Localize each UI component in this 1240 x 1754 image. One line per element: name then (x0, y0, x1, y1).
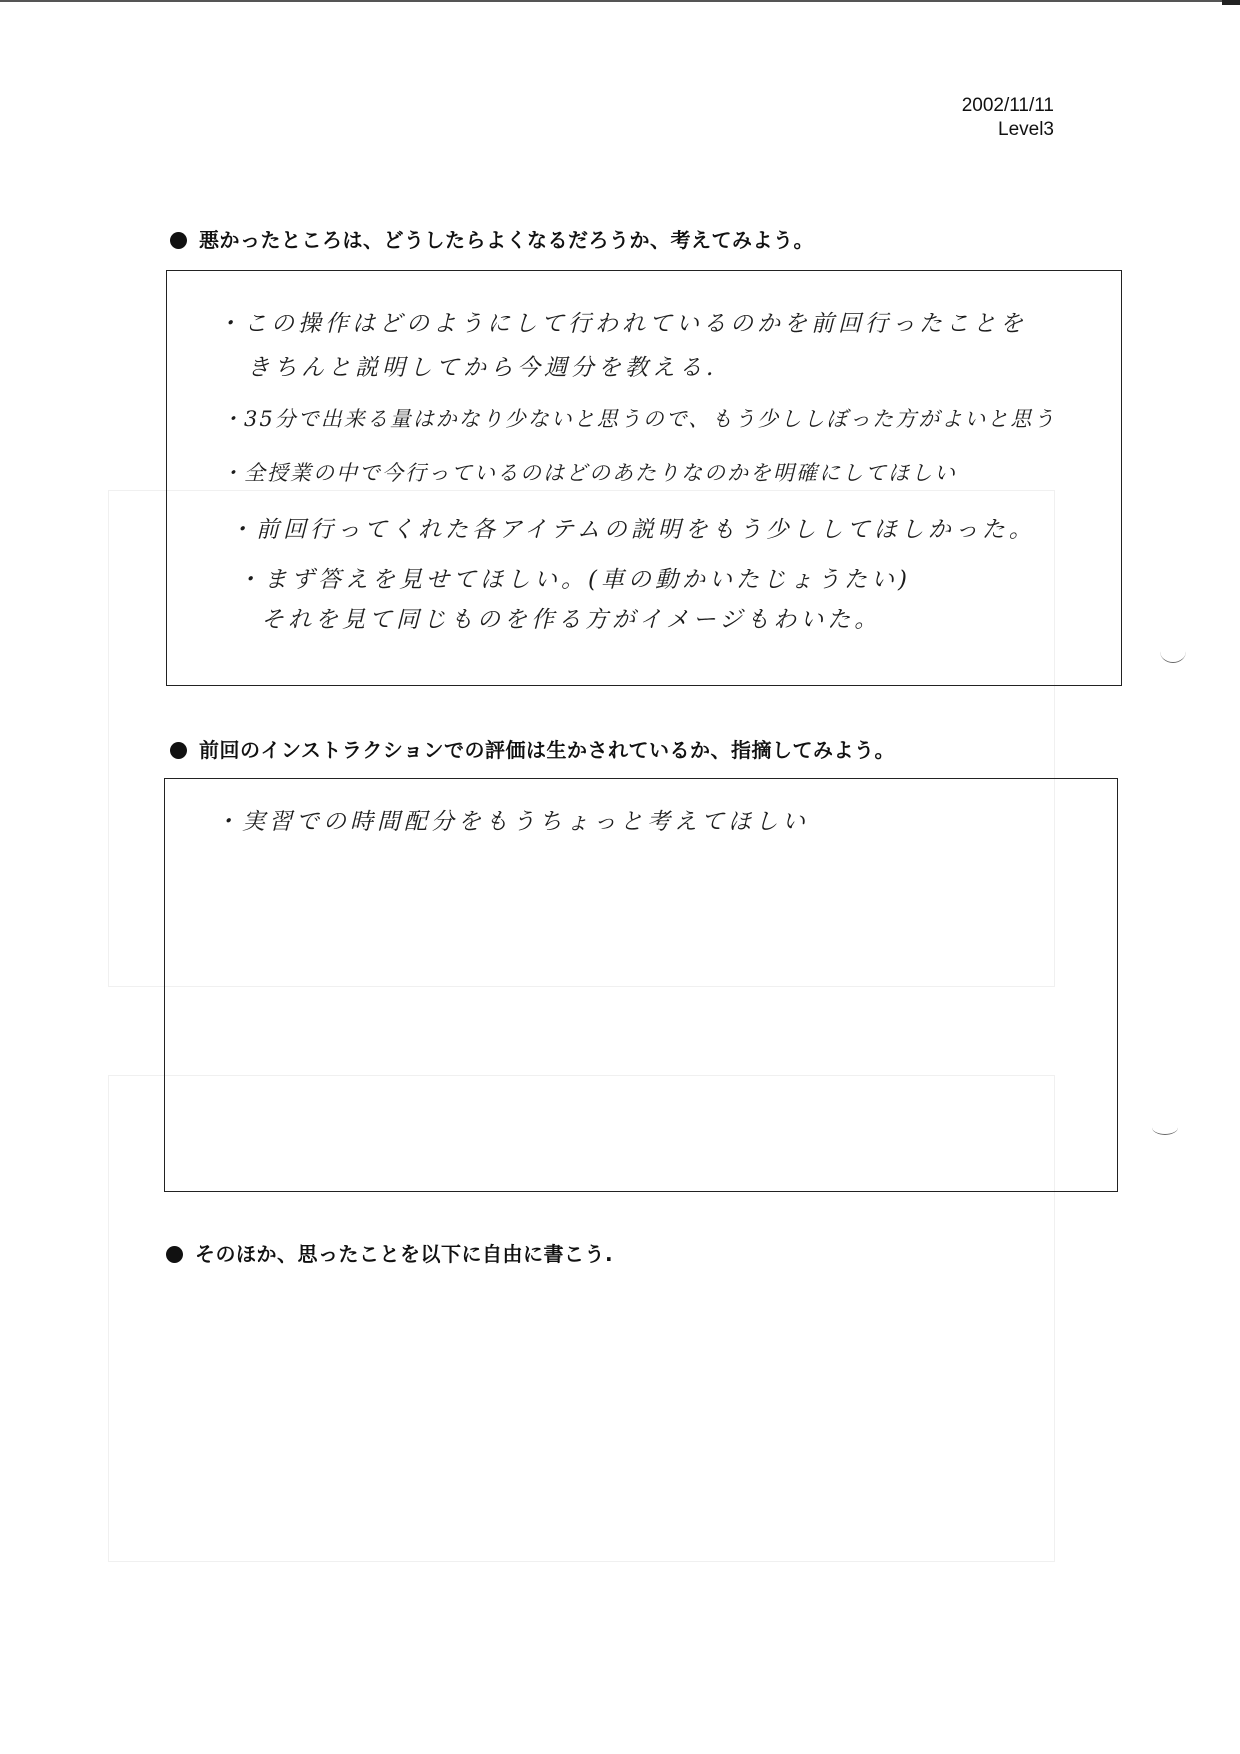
answer-box-1 (166, 270, 1122, 686)
answer-1-line-1: ・この操作はどのようにして行われているのかを前回行ったことを (217, 311, 1027, 337)
answer-1-line-7: それを見て同じものを作る方がイメージもわいた。 (261, 607, 882, 633)
answer-1-line-2: きちんと説明してから今週分を教える. (247, 355, 718, 381)
level-label: Level3 (998, 119, 1054, 140)
scan-edge-line (0, 0, 1240, 2)
answer-2-line-1: ・実習での時間配分をもうちょっと考えてほしい (215, 809, 809, 835)
margin-mark (1152, 1120, 1178, 1135)
answer-1-line-5: ・前回行ってくれた各アイテムの説明をもう少ししてほしかった。 (229, 517, 1036, 543)
answer-1-line-6: ・まず答えを見せてほしい。(車の動かいたじょうたい) (237, 567, 911, 593)
bullet-icon (170, 742, 187, 759)
page-header (962, 94, 1054, 142)
margin-mark (1160, 640, 1186, 663)
answer-box-2 (164, 778, 1118, 1192)
answer-1-line-4: ・全授業の中で今行っているのはどのあたりなのかを明確にしてほしい (221, 461, 957, 485)
scan-edge-mark (1222, 0, 1240, 5)
bullet-icon (166, 1246, 183, 1263)
question-1-text: 悪かったところは、どうしたらよくなるだろうか、考えてみよう。 (199, 228, 814, 252)
question-1 (170, 224, 814, 253)
question-3 (166, 1238, 613, 1267)
bullet-icon (170, 232, 187, 249)
question-2-text: 前回のインストラクションでの評価は生かされているか、指摘してみよう。 (199, 738, 895, 762)
question-3-text: そのほか、思ったことを以下に自由に書こう. (195, 1242, 614, 1266)
question-2 (170, 734, 895, 763)
answer-1-line-3: ・35分で出来る量はかなり少ないと思うので、もう少ししぼった方がよいと思う (221, 407, 1057, 431)
date-label: 2002/11/11 (961, 95, 1054, 116)
